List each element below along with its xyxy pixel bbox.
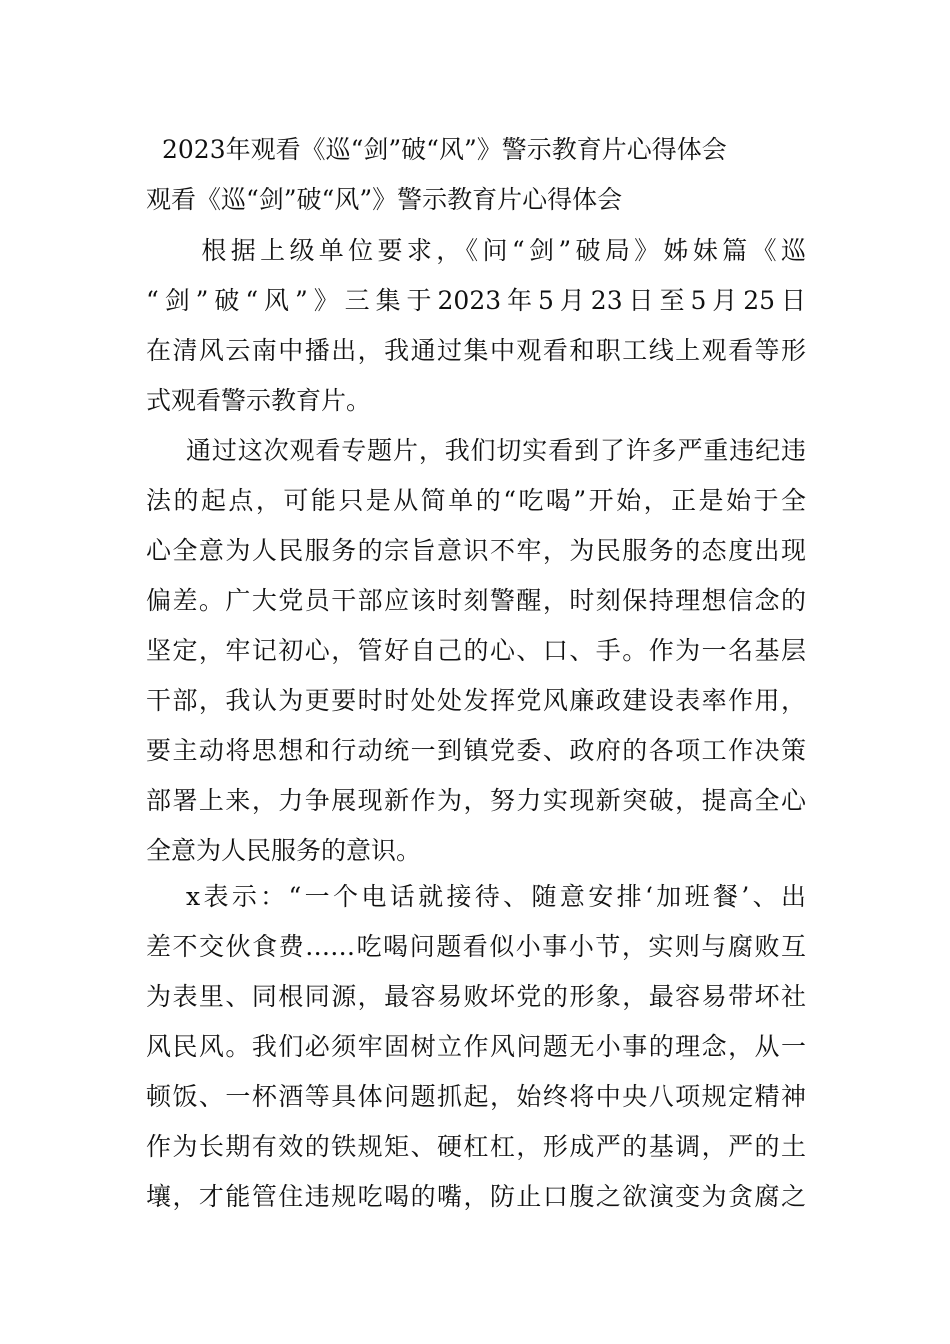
paragraph-2-line-7: 要主动将思想和行动统一到镇党委、政府的各项工作决策	[146, 736, 806, 765]
paragraph-2-line-3: 心全意为人民服务的宗旨意识不牢，为民服务的态度出现	[146, 536, 806, 565]
paragraph-1-line-1: 根据上级单位要求，《问“剑”破局》姊妹篇《巡	[172, 236, 806, 265]
paragraph-2-line-4: 偏差。广大党员干部应该时刻警醒，时刻保持理想信念的	[146, 586, 806, 615]
document-subtitle: 观看《巡“剑”破“风”》警示教育片心得体会	[146, 185, 623, 214]
paragraph-3-line-4: 风民风。我们必须牢固树立作风问题无小事的理念，从一	[146, 1032, 806, 1061]
paragraph-3-line-1: x表示：“一个电话就接待、随意安排‘加班餐’、出	[186, 882, 806, 911]
paragraph-3-line-6: 作为长期有效的铁规矩、硬杠杠，形成严的基调，严的土	[146, 1132, 806, 1161]
paragraph-3-line-3: 为表里、同根同源，最容易败坏党的形象，最容易带坏社	[146, 982, 806, 1011]
paragraph-2-line-2: 法的起点，可能只是从简单的“吃喝”开始，正是始于全	[146, 486, 806, 515]
paragraph-1-line-4: 式观看警示教育片。	[146, 386, 372, 415]
paragraph-3-line-5: 顿饭、一杯酒等具体问题抓起，始终将中央八项规定精神	[146, 1082, 806, 1111]
paragraph-2-line-1: 通过这次观看专题片，我们切实看到了许多严重违纪违	[186, 436, 806, 465]
paragraph-3-line-7: 壤，才能管住违规吃喝的嘴，防止口腹之欲演变为贪腐之	[146, 1182, 806, 1211]
paragraph-1-line-2: “剑”破“风”》三集于2023年5月23日至5月25日	[146, 286, 806, 315]
document-title: 2023年观看《巡“剑”破“风”》警示教育片心得体会	[162, 135, 727, 164]
paragraph-3-line-2: 差不交伙食费……吃喝问题看似小事小节，实则与腐败互	[146, 932, 806, 961]
paragraph-1-line-3: 在清风云南中播出，我通过集中观看和职工线上观看等形	[146, 336, 806, 365]
paragraph-2-line-5: 坚定，牢记初心，管好自己的心、口、手。作为一名基层	[146, 636, 806, 665]
paragraph-2-line-9: 全意为人民服务的意识。	[146, 836, 422, 865]
paragraph-2-line-8: 部署上来，力争展现新作为，努力实现新突破，提高全心	[146, 786, 806, 815]
paragraph-2-line-6: 干部，我认为更要时时处处发挥党风廉政建设表率作用，	[146, 686, 806, 715]
